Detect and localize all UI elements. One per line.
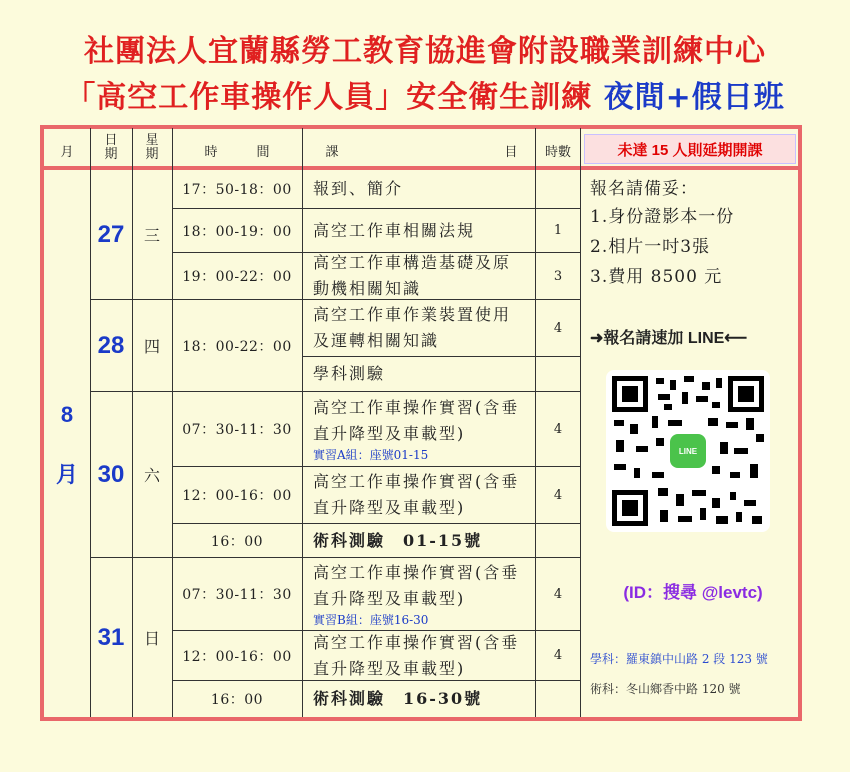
month-unit: 月 bbox=[55, 461, 78, 487]
time-cell: 07：30-11：30 bbox=[182, 587, 292, 603]
hours-cell: 4 bbox=[553, 648, 563, 663]
min-enrollment-notice: 未達 15 人則延期開課 bbox=[584, 134, 796, 164]
date-30: 30 bbox=[97, 460, 125, 488]
time-cell: 17：50-18：00 bbox=[182, 182, 292, 198]
weekday-28: 四 bbox=[143, 337, 160, 356]
hours-cell: 4 bbox=[553, 487, 563, 503]
org-title: 社團法人宜蘭縣勞工教育協進會附設職業訓練中心 bbox=[84, 34, 766, 69]
header-hours: 時數 bbox=[544, 144, 571, 160]
time-cell: 16：00 bbox=[210, 692, 264, 708]
course-label: 高空工作車操作實習(含垂直升降型及車載型) bbox=[313, 472, 520, 517]
time-cell: 07：30-11：30 bbox=[182, 422, 292, 438]
course-cell bbox=[303, 357, 535, 391]
course-cell bbox=[303, 467, 535, 523]
line-qr-code[interactable] bbox=[606, 370, 770, 532]
line-id: (ID：搜尋 @levtc) bbox=[623, 583, 763, 602]
course-label: 高空工作車操作實習(含垂直升降型及車載型) bbox=[313, 632, 520, 678]
course-label: 學科測驗 bbox=[313, 364, 386, 383]
line-prompt: ➜報名請速加 LINE⟵ bbox=[590, 330, 748, 347]
course-cell bbox=[303, 392, 535, 466]
course-label: 術科測驗 16-30號 bbox=[313, 689, 483, 708]
hours-cell: 1 bbox=[553, 223, 563, 238]
date-27: 27 bbox=[97, 220, 125, 248]
header-course-right: 目 bbox=[504, 144, 518, 160]
course-cell bbox=[303, 253, 535, 299]
header-weekday: 星期 bbox=[145, 133, 159, 162]
date-28: 28 bbox=[97, 331, 125, 359]
course-label: 高空工作車作業裝置使用及運轉相關知識 bbox=[313, 305, 512, 350]
hours-cell: 4 bbox=[553, 421, 563, 437]
course-title bbox=[0, 72, 850, 116]
signup-heading: 報名請備妥： bbox=[590, 179, 698, 199]
weekday-30: 六 bbox=[143, 466, 160, 485]
time-cell: 18：00-19：00 bbox=[182, 223, 292, 240]
signup-item: 1.身份證影本一份 bbox=[590, 207, 735, 227]
header-time: 時 間 bbox=[204, 144, 270, 160]
course-label: 高空工作車構造基礎及原動機相關知識 bbox=[313, 253, 512, 298]
course-label: 術科測驗 01-15號 bbox=[313, 530, 483, 550]
time-cell: 18：00-22：00 bbox=[182, 338, 292, 355]
signup-item: 3.費用 8500 元 bbox=[590, 267, 723, 287]
signup-item: 2.相片一吋3張 bbox=[590, 237, 711, 257]
hours-cell: 3 bbox=[553, 268, 563, 284]
course-title-main: 「高空工作車操作人員」安全衛生訓練 bbox=[65, 80, 593, 115]
header-day: 日期 bbox=[104, 133, 118, 162]
time-cell: 16：00 bbox=[210, 533, 264, 550]
address-practice: 術科：冬山鄉香中路 120 號 bbox=[590, 682, 741, 696]
line-badge: LINE bbox=[678, 446, 698, 456]
time-cell: 19：00-22：00 bbox=[182, 269, 292, 285]
weekday-31: 日 bbox=[143, 629, 160, 648]
hours-cell: 4 bbox=[553, 586, 563, 602]
course-cell bbox=[303, 524, 535, 557]
address-theory: 學科：羅東鎮中山路 2 段 123 號 bbox=[590, 652, 768, 666]
course-cell bbox=[303, 631, 535, 680]
course-cell bbox=[303, 558, 535, 630]
course-label: 高空工作車操作實習(含垂直升降型及車載型) bbox=[313, 398, 520, 443]
hours-cell: 4 bbox=[553, 320, 563, 336]
practice-group-a: 實習A組：座號01-15 bbox=[313, 448, 429, 462]
time-cell: 12：00-16：00 bbox=[182, 488, 292, 504]
course-label: 高空工作車操作實習(含垂直升降型及車載型) bbox=[313, 563, 520, 608]
course-label: 高空工作車相關法規 bbox=[313, 220, 476, 240]
course-cell bbox=[303, 209, 535, 252]
course-label: 報到、簡介 bbox=[313, 179, 404, 198]
course-cell bbox=[303, 300, 535, 356]
header-course-left: 課 bbox=[325, 144, 339, 160]
month-value: 8 bbox=[60, 402, 74, 427]
date-31: 31 bbox=[97, 623, 125, 651]
class-type-tag: 夜間+假日班 bbox=[603, 80, 785, 115]
time-cell: 12：00-16：00 bbox=[182, 648, 292, 665]
weekday-27: 三 bbox=[143, 226, 160, 245]
course-cell bbox=[303, 681, 535, 717]
practice-group-b: 實習B組：座號16-30 bbox=[313, 613, 429, 627]
course-cell bbox=[303, 170, 535, 208]
header-month: 月 bbox=[60, 144, 74, 160]
